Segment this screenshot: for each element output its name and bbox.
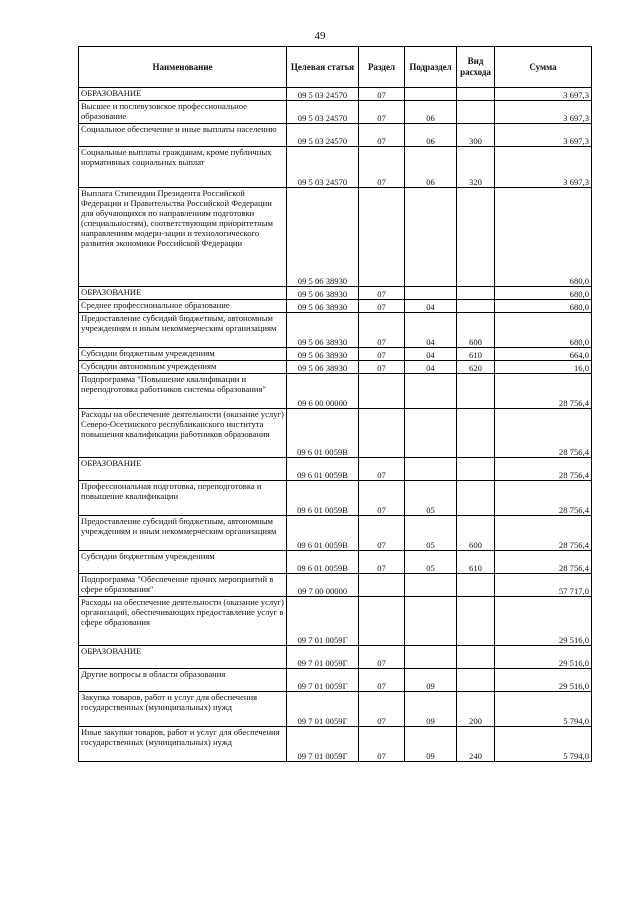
row-section: 07: [359, 669, 405, 692]
budget-table: [78, 46, 592, 762]
row-code: 09 5 03 24570: [287, 101, 359, 124]
row-code: 09 6 01 0059В: [287, 516, 359, 551]
row-code: 09 7 01 0059Г: [287, 597, 359, 646]
row-code: 09 7 01 0059Г: [287, 669, 359, 692]
row-sum: 29 516,0: [495, 646, 592, 669]
row-name: Профессиональная подготовка, переподготовка и повышение квалификации: [79, 481, 287, 516]
row-subsection: 04: [405, 348, 457, 361]
row-subsection: [405, 574, 457, 597]
row-code: 09 5 06 38930: [287, 188, 359, 287]
row-name: ОБРАЗОВАНИЕ: [79, 287, 287, 300]
row-code: 09 5 06 38930: [287, 348, 359, 361]
row-name: Расходы на обеспечение деятельности (оказание услуг) организаций, обеспечивающих предоставление услуг в сфере образования: [79, 597, 287, 646]
row-sum: 664,0: [495, 348, 592, 361]
row-subsection: 04: [405, 300, 457, 313]
row-subsection: [405, 409, 457, 458]
row-sum: 28 756,4: [495, 409, 592, 458]
row-name: Субсидии автономным учреждениям: [79, 361, 287, 374]
row-section: 07: [359, 646, 405, 669]
table-row: [79, 124, 592, 147]
row-subsection: 05: [405, 516, 457, 551]
row-code: 09 5 03 24570: [287, 124, 359, 147]
row-type: [457, 669, 495, 692]
row-sum: 680,0: [495, 300, 592, 313]
header-name: Наименование: [79, 47, 287, 88]
row-name: Социальные выплаты гражданам, кроме публичных нормативных социальных выплат: [79, 147, 287, 188]
table-row: [79, 646, 592, 669]
row-code: 09 5 06 38930: [287, 361, 359, 374]
row-sum: 28 756,4: [495, 374, 592, 409]
row-sum: 28 756,4: [495, 551, 592, 574]
table-header-row: [79, 47, 592, 88]
row-type: [457, 574, 495, 597]
row-section: 07: [359, 300, 405, 313]
row-sum: 5 794,0: [495, 727, 592, 762]
table-row: [79, 409, 592, 458]
row-section: 07: [359, 692, 405, 727]
row-code: 09 6 01 0059В: [287, 458, 359, 481]
row-type: [457, 481, 495, 516]
row-section: [359, 574, 405, 597]
row-subsection: 06: [405, 124, 457, 147]
row-name: ОБРАЗОВАНИЕ: [79, 646, 287, 669]
row-section: 07: [359, 361, 405, 374]
row-sum: 680,0: [495, 188, 592, 287]
row-code: 09 5 06 38930: [287, 300, 359, 313]
row-name: Субсидии бюджетным учреждениям: [79, 348, 287, 361]
row-code: 09 7 00 00000: [287, 574, 359, 597]
row-sum: 57 717,0: [495, 574, 592, 597]
row-sum: 29 516,0: [495, 597, 592, 646]
row-code: 09 6 01 0059В: [287, 551, 359, 574]
row-code: 09 7 01 0059Г: [287, 727, 359, 762]
row-name: Социальное обеспечение и иные выплаты населению: [79, 124, 287, 147]
row-sum: 28 756,4: [495, 516, 592, 551]
row-code: 09 7 01 0059Г: [287, 646, 359, 669]
row-subsection: 05: [405, 551, 457, 574]
row-sum: 3 697,3: [495, 101, 592, 124]
row-name: Выплата Стипендии Президента Российской Федерации и Правительства Российской Федерации для обучающихся по направлениям подготовки (специальностям), соответствующим приоритетным направлениям модерн-зации и технологического развития экономики Российской Федерации: [79, 188, 287, 287]
row-name: Закупка товаров, работ и услуг для обеспечения государственных (муниципальных) нужд: [79, 692, 287, 727]
row-subsection: [405, 646, 457, 669]
row-name: Подпрограмма "Повышение квалификации и переподготовка работников системы образования": [79, 374, 287, 409]
row-name: ОБРАЗОВАНИЕ: [79, 88, 287, 101]
row-sum: 29 516,0: [495, 669, 592, 692]
row-sum: 680,0: [495, 287, 592, 300]
row-type: 300: [457, 124, 495, 147]
table-row: [79, 361, 592, 374]
row-name: Подпрограмма "Обеспечение прочих мероприятий в сфере образования": [79, 574, 287, 597]
table-row: [79, 481, 592, 516]
table-row: [79, 348, 592, 361]
row-sum: 680,0: [495, 313, 592, 348]
row-name: Среднее профессиональное образование: [79, 300, 287, 313]
table-body: [79, 88, 592, 762]
row-name: Расходы на обеспечение деятельности (оказание услуг) Северо-Осетинского республиканского института повышения квалификации работников образования: [79, 409, 287, 458]
table-row: [79, 88, 592, 101]
row-type: [457, 188, 495, 287]
row-type: 200: [457, 692, 495, 727]
table-row: [79, 458, 592, 481]
table-row: [79, 313, 592, 348]
row-type: [457, 374, 495, 409]
row-section: 07: [359, 124, 405, 147]
row-subsection: 06: [405, 147, 457, 188]
table-row: [79, 374, 592, 409]
row-sum: 3 697,3: [495, 88, 592, 101]
row-code: 09 5 06 38930: [287, 313, 359, 348]
row-type: [457, 88, 495, 101]
row-subsection: 09: [405, 727, 457, 762]
row-name: Высшее и послевузовское профессиональное образование: [79, 101, 287, 124]
row-type: [457, 458, 495, 481]
row-code: 09 6 01 0059В: [287, 481, 359, 516]
row-type: [457, 409, 495, 458]
row-subsection: 09: [405, 692, 457, 727]
row-section: [359, 409, 405, 458]
row-subsection: 05: [405, 481, 457, 516]
row-name: Другие вопросы в области образования: [79, 669, 287, 692]
row-type: [457, 597, 495, 646]
row-type: [457, 101, 495, 124]
row-section: 07: [359, 101, 405, 124]
row-subsection: [405, 88, 457, 101]
row-subsection: 04: [405, 313, 457, 348]
row-section: 07: [359, 481, 405, 516]
row-section: 07: [359, 287, 405, 300]
row-type: [457, 646, 495, 669]
row-sum: 3 697,3: [495, 147, 592, 188]
table-row: [79, 597, 592, 646]
row-code: 09 5 03 24570: [287, 147, 359, 188]
row-section: [359, 188, 405, 287]
row-subsection: [405, 287, 457, 300]
row-type: [457, 287, 495, 300]
row-name: Предоставление субсидий бюджетным, автономным учреждениям и иным некоммерческим организациям: [79, 313, 287, 348]
row-code: 09 5 06 38930: [287, 287, 359, 300]
table-row: [79, 551, 592, 574]
row-section: 07: [359, 147, 405, 188]
row-subsection: [405, 374, 457, 409]
header-sum: Сумма: [495, 47, 592, 88]
header-type: Вид расхода: [457, 47, 495, 88]
row-subsection: [405, 188, 457, 287]
row-code: 09 5 03 24570: [287, 88, 359, 101]
table-row: [79, 692, 592, 727]
table-row: [79, 727, 592, 762]
row-subsection: 06: [405, 101, 457, 124]
row-type: 600: [457, 313, 495, 348]
row-subsection: [405, 458, 457, 481]
row-subsection: 09: [405, 669, 457, 692]
table-row: [79, 300, 592, 313]
row-section: 07: [359, 458, 405, 481]
row-name: Предоставление субсидий бюджетным, автономным учреждениям и иным некоммерческим организациям: [79, 516, 287, 551]
row-type: 620: [457, 361, 495, 374]
row-section: 07: [359, 88, 405, 101]
row-name: ОБРАЗОВАНИЕ: [79, 458, 287, 481]
row-type: 600: [457, 516, 495, 551]
row-section: 07: [359, 551, 405, 574]
header-code: Целевая статья: [287, 47, 359, 88]
row-section: 07: [359, 348, 405, 361]
row-name: Субсидии бюджетным учреждениям: [79, 551, 287, 574]
row-section: [359, 597, 405, 646]
row-type: [457, 300, 495, 313]
row-code: 09 6 00 00000: [287, 374, 359, 409]
header-subsection: Подраздел: [405, 47, 457, 88]
page-number: 49: [314, 30, 326, 42]
row-code: 09 7 01 0059Г: [287, 692, 359, 727]
table-row: [79, 574, 592, 597]
table-row: [79, 669, 592, 692]
header-section: Раздел: [359, 47, 405, 88]
table-row: [79, 188, 592, 287]
row-type: 610: [457, 551, 495, 574]
row-code: 09 6 01 0059В: [287, 409, 359, 458]
table-row: [79, 287, 592, 300]
row-subsection: [405, 597, 457, 646]
row-section: 07: [359, 313, 405, 348]
table-row: [79, 516, 592, 551]
row-sum: 3 697,3: [495, 124, 592, 147]
row-type: 320: [457, 147, 495, 188]
table-row: [79, 147, 592, 188]
row-section: 07: [359, 516, 405, 551]
row-section: 07: [359, 727, 405, 762]
row-type: 610: [457, 348, 495, 361]
row-sum: 28 756,4: [495, 458, 592, 481]
table-row: [79, 101, 592, 124]
row-type: 240: [457, 727, 495, 762]
row-sum: 5 794,0: [495, 692, 592, 727]
row-name: Иные закупки товаров, работ и услуг для обеспечения государственных (муниципальных) нужд: [79, 727, 287, 762]
row-sum: 16,0: [495, 361, 592, 374]
row-subsection: 04: [405, 361, 457, 374]
row-sum: 28 756,4: [495, 481, 592, 516]
row-section: [359, 374, 405, 409]
